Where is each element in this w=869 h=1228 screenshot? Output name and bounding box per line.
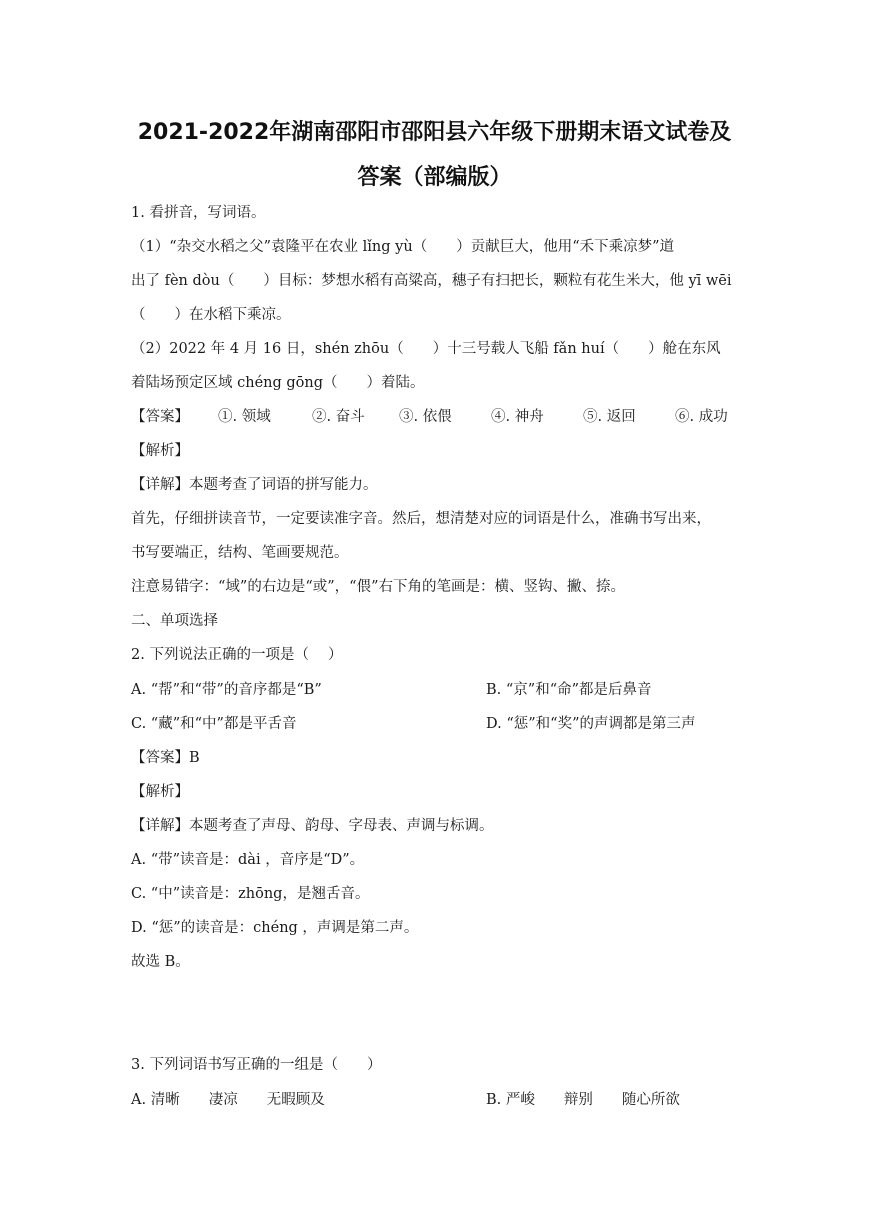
answer-item: ③. 依偎: [399, 409, 452, 425]
question-1-detail: 【详解】本题考查了词语的拼写能力。: [131, 477, 378, 493]
question-1-analysis-label: 【解析】: [131, 443, 189, 459]
question-1-part1-line3: （ ）在水稻下乘凉。: [131, 307, 291, 323]
question-2-analysis-label: 【解析】: [131, 784, 189, 800]
question-2-explain-c: C. “中”读音是：zhōng，是翘舌音。: [131, 886, 370, 902]
question-2-option-a: A. “帮”和“带”的音序都是“B”: [131, 682, 322, 698]
question-2-stem: 2. 下列说法正确的一项是（ ）: [131, 647, 343, 663]
question-2-option-c: C. “藏”和“中”都是平舌音: [131, 716, 297, 732]
question-1-part1-line1: （1）“杂交水稻之父”袁隆平在农业 lǐng yù（ ）贡献巨大，他用“禾下乘凉梦”道: [131, 239, 675, 255]
question-1-part2-line1: （2）2022 年 4 月 16 日，shén zhōu（ ）十三号载人飞船 fǎn huí（ ）舱在东风: [131, 341, 721, 357]
question-2-answer: 【答案】B: [131, 750, 200, 766]
question-2-explain-a: A. “带”读音是：dài ，音序是“D”。: [131, 852, 365, 868]
question-1-part1-line2: 出了 fèn dòu（ ）目标：梦想水稻有高粱高，穗子有扫把长，颗粒有花生米大，他 yī wēi: [131, 273, 732, 289]
question-1-part2-line2: 着陆场预定区域 chéng gōng（ ）着陆。: [131, 375, 425, 391]
answer-item: ①. 领域: [218, 409, 271, 425]
question-3-option-b: B. 严峻 辩别 随心所欲: [486, 1092, 680, 1108]
question-3-option-a: A. 清晰 凄凉 无暇顾及: [131, 1092, 325, 1108]
question-1-explain-line2: 书写要端正，结构、笔画要规范。: [131, 545, 349, 561]
document-title-line1: 2021-2022年湖南邵阳市邵阳县六年级下册期末语文试卷及: [137, 120, 732, 145]
question-2-option-b: B. “京”和“命”都是后鼻音: [486, 682, 652, 698]
question-2-option-d: D. “惩”和“奖”的声调都是第三声: [486, 716, 696, 732]
document-title-line2: 答案（部编版）: [357, 165, 512, 190]
answer-label: 【答案】: [131, 409, 189, 425]
question-1-header: 1. 看拼音，写词语。: [131, 205, 266, 221]
answer-item: ⑤. 返回: [583, 409, 636, 425]
question-1-explain-line1: 首先，仔细拼读音节，一定要读准字音。然后，想清楚对应的词语是什么，准确书写出来，: [131, 511, 711, 527]
answer-item: ②. 奋斗: [312, 409, 365, 425]
question-2-conclusion: 故选 B。: [131, 954, 190, 970]
question-3-stem: 3. 下列词语书写正确的一组是（ ）: [131, 1057, 382, 1073]
question-2-detail: 【详解】本题考查了声母、韵母、字母表、声调与标调。: [131, 818, 494, 834]
section-heading: 二、单项选择: [131, 613, 218, 629]
question-1-note: 注意易错字：“域”的右边是“或”，“偎”右下角的笔画是：横、竖钩、撇、捺。: [131, 579, 625, 595]
answer-item: ⑥. 成功: [675, 409, 728, 425]
question-2-explain-d: D. “惩”的读音是：chéng ，声调是第二声。: [131, 920, 419, 936]
answer-item: ④. 神舟: [491, 409, 544, 425]
